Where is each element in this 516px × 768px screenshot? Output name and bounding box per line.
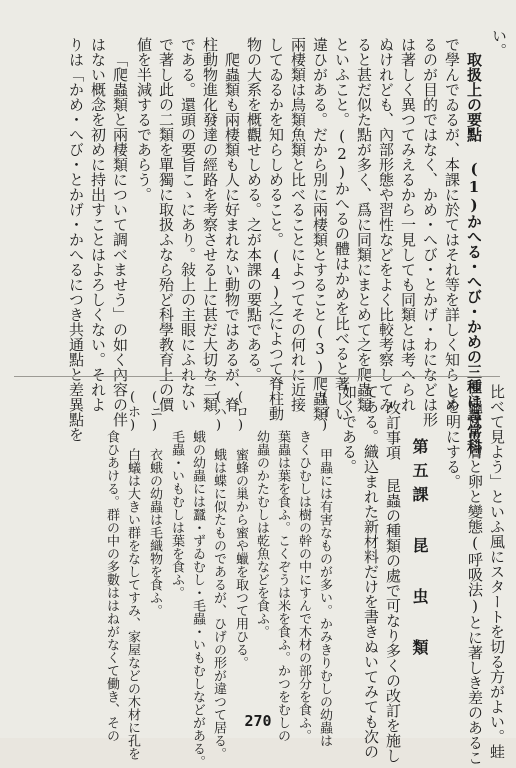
text-column: 蛾の幼蟲には蠶・ずゐむし・毛蟲・いもむしなどがある。: [190, 430, 205, 768]
text-column: 値を半減するであらう。: [135, 37, 153, 202]
text-column: 「爬蟲類と兩棲類について調べませう」の如く內容の伴: [111, 52, 129, 427]
text-column: 爬蟲類も兩棲類も人に好まれない動物ではあるが、脊: [223, 52, 241, 412]
text-column: とを明にする。: [444, 384, 462, 489]
text-column: りは「かめ・へび・とかげ・かへるにつき共通點と差異點を: [67, 37, 85, 442]
block-divider: [14, 376, 500, 377]
text-column: と龜は皮膚と卵と變態(呼吸法)とに著しき差のあるこ: [466, 384, 484, 765]
text-column: 違ひがある。だから別に兩棲類とすること(3)爬蟲類: [311, 37, 329, 421]
text-column: るのが目的ではなく、かめ・へび・とかげ・わになどは形: [421, 37, 439, 427]
text-column: 比べて見よう」といふ風にスタートを切る方がよい。蛙: [488, 384, 506, 759]
text-column: で著し此の二類を單獨に取扱ふなら殆ど科學教育上の價: [157, 37, 175, 412]
text-column: 物の大系を概觀せしめる。之が本課の要點である。: [245, 37, 263, 382]
text-column: といふこと。(2)かへるの體はかめを比べると著しい: [333, 37, 351, 421]
text-column: (ホ) 白蟻は大きい群をなしてすみ、家屋などの木材に孔を: [125, 390, 140, 760]
text-column: い。: [490, 28, 508, 58]
text-column: (ハ) 蛾は蝶に似たものであるが、ひげの形が違つて居る。: [211, 390, 226, 760]
text-column: である。還頭の要旨こゝにあり。敍上の主眼にふれない: [179, 37, 197, 412]
text-column: 食ひあける。群の中の多數ははねがなくて働き、その: [104, 430, 119, 742]
page-number: 270: [244, 712, 272, 730]
text-column: 兩棲類は鳥類魚類と比べることによつてその何れに近接: [289, 37, 307, 412]
text-column: ると甚だ似た點が多く、爲に同類にまとめて之を爬蟲類: [355, 37, 373, 412]
text-column: 如くである。: [340, 384, 358, 474]
text-column: (イ) 甲蟲には有害なものが多い。かみきりむしの幼蟲は: [317, 390, 332, 747]
text-column: で學んでゐるが、本課に於てはそれ等を詳しく知らしめ: [443, 37, 461, 412]
text-column: はない概念を初めに持出すことはよろしくない。それよ: [89, 37, 107, 412]
text-column: 取扱上の要點 (1)かへる・へび・かめの三種は尋常科: [465, 52, 483, 454]
text-column: 柱動物進化發達の經路を考察させる上に甚だ大切な二類: [201, 37, 219, 412]
text-column: は著しく異つてみえるから一見しても同類とは考へられ: [399, 37, 417, 412]
text-column: ぬけれども、內部形態や習性などをよく比較考察してみ: [377, 37, 395, 412]
text-column: 幼蟲のかたむしは乾魚などを食ふ。: [254, 430, 269, 638]
text-column: 改訂事項 昆蟲の種類の處で可なり多くの改訂を施し: [384, 400, 402, 763]
text-column: きくひむしは樹の幹の中にすんで木材の部分を食ふ。: [296, 430, 311, 742]
text-column: してゐるかを知らしめること。(4)之によつて脊柱動: [267, 37, 285, 421]
text-column: (ニ) 衣蛾の幼蟲は毛織物を食ふ。: [147, 390, 162, 617]
lesson-heading: 第五課 昆 虫 類: [410, 438, 429, 663]
text-column: 毛蟲・いもむしは葉を食ふ。: [169, 430, 184, 599]
text-column: 葉蟲は葉を食ふ。こくぞうは米を食ふ。かつをむしの: [275, 430, 290, 742]
text-column: てある。織込まれた新材料だけを書きぬいてみても次の: [362, 384, 380, 759]
text-column: (ロ) 蜜蜂の巢から蜜や蠟を取つて用ひる。: [233, 390, 248, 669]
